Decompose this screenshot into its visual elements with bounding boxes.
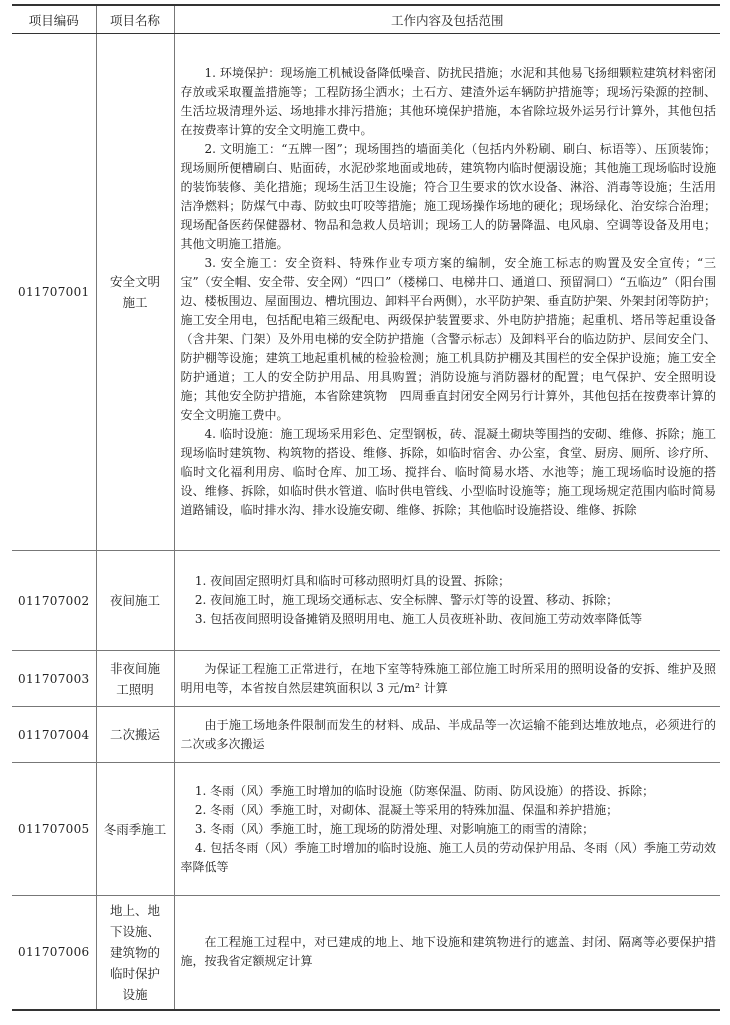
scope-paragraph: 1. 夜间固定照明灯具和临时可移动照明灯具的设置、拆除； <box>194 574 511 588</box>
scope-paragraph: 在工程施工过程中，对已建成的地上、地下设施和建筑物进行的遮盖、封闭、隔离等必要保护措施，按我省定额规定计算 <box>180 935 716 969</box>
work-scope <box>174 551 720 651</box>
header-work-scope: 工作内容及包括范围 <box>174 5 720 34</box>
header-item-name: 项目名称 <box>96 5 174 34</box>
measures-table-page <box>12 4 720 1011</box>
item-code: 011707005 <box>12 763 96 896</box>
table-header-row <box>12 5 720 34</box>
scope-paragraph: 3. 冬雨（风）季施工时，施工现场的防滑处理、对影响施工的雨雪的清除； <box>194 821 595 836</box>
item-code: 011707003 <box>12 651 96 707</box>
table-row <box>12 896 720 1010</box>
scope-paragraph: 3. 安全施工：安全资料、特殊作业专项方案的编制，安全施工标志的购置及安全宣传；“三宝”（安全帽、安全带、安全网）“四口”（楼梯口、电梯井口、通道口、预留洞口）“五临边”（阳台围边、楼板围边、屋面围边、槽坑围边、卸料平台两侧），水平防护架、垂直防护架、外架封闭等防护；施工安全用电，包括配电箱三级配电、两级保护装置要求、外电防护措施；起重机、塔吊等起重设备（含井架、门架）及外用电梯的安全防护措施（含警示标志）及卸料平台的临边防护、层间安全门、防护棚等设施；建筑工地起重机械的检验检测；施工机具防护棚及其围栏的安全保护设施；施工安全防护通道；工人的安全防护用品、用具购置；消防设施与消防器材的配置；电气保护、安全照明设施；其他安全防护措施，本省除建筑物 四周垂直封闭安全网另行计算外，其他包括在按费率计算的安全文明施工费中。 <box>180 256 716 422</box>
item-name: 地上、地下设施、建筑物的临时保护设施 <box>96 896 174 1010</box>
scope-paragraph: 4. 包括冬雨（风）季施工时增加的临时设施、施工人员的劳动保护用品、冬雨（风）季施工劳动效率降低等 <box>180 840 716 874</box>
work-scope <box>174 896 720 1010</box>
table-row <box>12 651 720 707</box>
scope-paragraph: 1. 环境保护：现场施工机械设备降低噪音、防扰民措施；水泥和其他易飞扬细颗粒建筑材料密闭存放或采取覆盖措施等；工程防扬尘洒水；土石方、建渣外运车辆防护措施等；现场污染源的控制、生活垃圾清理外运、场地排水排污措施；其他环境保护措施，本省除垃圾外运另行计算外，其他包括在按费率计算的安全文明施工费中。 <box>180 66 716 137</box>
table-row <box>12 707 720 763</box>
scope-paragraph: 1. 冬雨（风）季施工时增加的临时设施（防寒保温、防雨、防风设施）的搭设、拆除； <box>194 783 655 798</box>
work-scope <box>174 34 720 551</box>
work-scope <box>174 651 720 707</box>
work-scope <box>174 707 720 763</box>
item-name: 夜间施工 <box>96 551 174 651</box>
scope-paragraph: 由于施工场地条件限制而发生的材料、成品、半成品等一次运输不能到达堆放地点，必须进行的二次或多次搬运 <box>180 717 716 751</box>
measures-table <box>12 4 720 1011</box>
scope-paragraph: 为保证工程施工正常进行，在地下室等特殊施工部位施工时所采用的照明设备的安拆、维护及照明用电等，本省按自然层建筑面积以 3 元/m² 计算 <box>180 661 716 695</box>
table-row <box>12 551 720 651</box>
scope-paragraph: 2. 冬雨（风）季施工时，对砌体、混凝土等采用的特殊加温、保温和养护措施； <box>194 802 619 817</box>
item-code: 011707002 <box>12 551 96 651</box>
work-scope <box>174 763 720 896</box>
scope-paragraph: 3. 包括夜间照明设备摊销及照明用电、施工人员夜班补助、夜间施工劳动效率降低等 <box>194 612 643 626</box>
item-code: 011707006 <box>12 896 96 1010</box>
scope-paragraph: 2. 夜间施工时，施工现场交通标志、安全标牌、警示灯等的设置、移动、拆除； <box>194 593 619 607</box>
item-code: 011707004 <box>12 707 96 763</box>
table-row <box>12 763 720 896</box>
item-name: 安全文明施工 <box>96 34 174 551</box>
table-row <box>12 34 720 551</box>
item-name: 二次搬运 <box>96 707 174 763</box>
item-code: 011707001 <box>12 34 96 551</box>
item-name: 非夜间施工照明 <box>96 651 174 707</box>
item-name: 冬雨季施工 <box>96 763 174 896</box>
header-item-code: 项目编码 <box>12 5 96 34</box>
scope-paragraph: 4. 临时设施：施工现场采用彩色、定型钢板，砖、混凝土砌块等围挡的安砌、维修、拆除；施工现场临时建筑物、构筑物的搭设、维修、拆除，如临时宿舍、办公室，食堂、厨房、厕所、诊疗所、临时文化福利用房、临时仓库、加工场、搅拌台、临时简易水塔、水池等；施工现场临时设施的搭设、维修、拆除，如临时供水管道、临时供电管线、小型临时设施等；施工现场规定范围内临时简易道路铺设，临时排水沟、排水设施安砌、维修、拆除；其他临时设施搭设、维修、拆除 <box>180 427 716 517</box>
scope-paragraph: 2. 文明施工：“五牌一图”；现场围挡的墙面美化（包括内外粉刷、刷白、标语等）、压顶装饰；现场厕所便槽刷白、贴面砖，水泥砂浆地面或地砖，建筑物内临时便溺设施；其他施工现场临时设施的装饰装修、美化措施；现场生活卫生设施；符合卫生要求的饮水设备、淋浴、消毒等设施；生活用洁净燃料；防煤气中毒、防蚊虫叮咬等措施；施工现场操作场地的硬化；现场绿化、治安综合治理；现场配备医药保健器材、物品和急救人员培训；现场工人的防暑降温、电风扇、空调等设备及用电；其他文明施工措施。 <box>180 142 716 251</box>
